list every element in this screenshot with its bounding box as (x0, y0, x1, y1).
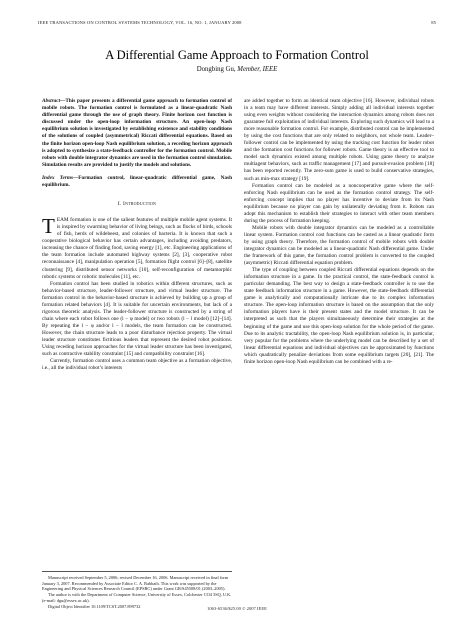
index-terms-lead: Index Terms— (42, 174, 79, 181)
paper-title: A Differential Game Approach to Formation Control (105, 48, 369, 62)
abstract (42, 98, 232, 169)
index-terms-text: Formation control, linear-quadratic differential game, Nash equilibrium. (42, 174, 232, 189)
right-column (244, 98, 434, 366)
abstract-lead: Abstract— (42, 98, 66, 104)
author-name: Dongbing Gu, (196, 66, 236, 73)
right-paragraph-1: are added together to form an identical team objective [16]. However, individual robots in a team may have different interests. Simply adding all individual interests together using even weights without considering the interaction dynamics among robots does not guarantee full exploitation of individual interests. Exploring such dynamics will lead to a more reasonable formation control. For example, distributed control can be implemented by using the cost functions that are only related to neighbors, not whole team. Leader–follower control can be implemented by using the tracking cost function for leader robot and the formation cost functions for follower robots. Game theory is an effective tool to model such dynamics existed among multiple robots. Using game theory to analyze multiagent behaviors, such as traffic management [17] and pursuit-evasion problem [18] has been reported recently. The zero-sum game is used to build conservative strategies, such as min-max strategy [19]. (244, 98, 434, 182)
right-paragraph-2: Formation control can be modeled as a noncooperative game where the self-enforcing Nash equilibrium can be used as the formation control strategy. The self-enforcing concept implies that no player has incentive to deviate from its Nash equilibrium because no player can gain by unilaterally deviating from it. Robots can adopt this mechanism to establish their strategies to interact with other team members during the process of formation keeping. (244, 182, 434, 224)
footnote-doi: Digital Object Identifier 10.1109/TCST.2007.899732 (48, 603, 141, 609)
intro-paragraph-2: Formation control has been studied in robotics within different structures, such as behavior-based structure, leader-follower structure, and virtual leader structure. The formation control in the behavior-based structure is achieved by building up a group of formation related behaviors [4]. It is suitable for uncertain environments, but lack of a rigorous theoretic analysis. The leader-follower structure is constructed by a string of chain where each robot follows one (l − φ model) or two robots (l − l model) [12]–[14]. By repeating the l − φ and/or l − l models, the team formation can be constructed. However, the chain structure leads to a poor disturbance rejection property. The virtual leader structure constitutes fictitious leaders that represent the desired robot positions. Using receding horizon approaches for the virtual leader structure has been investigated, such as contractive stability constraint [15] and compatibility constraint [16]. (42, 280, 232, 358)
intro-paragraph-3: Currently, formation control uses a common team objective as a formation objective, i.e., all the individual robot’s interests (42, 358, 232, 372)
running-header (38, 20, 436, 30)
journal-name: IEEE TRANSACTIONS ON CONTROL SYSTEMS TECHNOLOGY, VOL. 16, NO. 1, JANUARY 2008 (38, 20, 242, 25)
copyright-line: 1063-6536/$25.00 © 2007 IEEE (207, 606, 267, 611)
footnote (42, 571, 232, 609)
right-paragraph-3: Mobile robots with double integrator dynamics can be modeled as a controllable linear system. Formation control cost functions can be casted as a linear quadratic form by using graph theory. Therefore, the formation control of mobile robots with double integrator dynamics can be modeled as a linear-quadratic Nash differential game. Under the framework of this game, the formation control problem is converted to the coupled (asymmetric) Riccati differential equation problem. (244, 224, 434, 267)
footnote-manuscript: Manuscript received September 5, 2006; revised December 16, 2006. Manuscript received in final form January 3, 2007. Recommended by Associate Editor C. A. Rabbath. This work was supported by the Engineering and Physical Sciences Research Council (EPSRC) under Grant GR/S45508/01 (2003–2005). (42, 575, 229, 592)
abstract-text: This paper presents a differential game approach to formation control of mobile robots. The formation control is formulated as a linear-quadratic Nash differential game through the use of graph theory. Finite horizon cost function is discussed under the open-loop information structure. An open-loop Nash equilibrium solution is investigated by establishing existence and stability conditions of the solutions of coupled (asymmetrical) Riccati differential equations. Based on the finite horizon open-loop Nash equilibrium solution, a receding horizon approach is adopted to synthesize a state-feedback controller for the formation control. Mobile robots with double integrator dynamics are used in the formation control simulation. Simulation results are provided to justify the models and solutions. (42, 98, 232, 168)
section-heading: I. Introduction (117, 201, 157, 208)
intro-paragraph-1-text: EAM formation is one of the salient features of multiple mobile agent systems. It is inspired by swarming behavior of living beings, such as flocks of birds, schools of fish, herds of wildebeest, and colonies of bacteria. It is known that such a cooperative biological behavior has certain advantages, including avoiding predators, increasing the chance of finding food, saving energy [1], etc. Engineering applications of the team formation include automated highway systems [2], [3], cooperative robot reconnaissance [4], manipulation operation [5], formation flight control [6]–[8], satellite clustering [9], distributed sensor networks [10], self-reconfiguration of metamorphic robotic systems or robotic molecules [11], etc. (42, 217, 232, 280)
page-number: 85 (431, 20, 436, 25)
drop-cap: T (42, 214, 55, 239)
footnote-affiliation: The author is with the Department of Computer Science, University of Essex, Colchester CO4 3SQ, U.K. (e-mail: dgu@essex.ac.uk). (42, 592, 232, 603)
right-paragraph-4: The type of coupling between coupled Riccati differential equations depends on the information structure in a game. In the practical control, the state-feedback control is particular demanding. The best way to design a state-feedback controller is to use the state feedback information structure in a game. However, the state-feedback differential game is analytically and computationally intricate due to its complex information structure. The open-loop information structure is based on the assumption that the only information players have is their present states and the model structure. It can be interpreted as such that the players simultaneously determine their strategies at the beginning of the game and use this open-loop solution for the whole period of the game. Due to its analytic tractability, the open-loop Nash equilibrium solution is, in particular, very popular for the problems where the underlying model can be described by a set of linear differential equations and individual objectives can be approximated by functions which quadratically penalize deviations from some equilibrium targets [20], [21]. The finite horizon open-loop Nash equilibrium can be combined with a re- (244, 267, 434, 365)
intro-paragraph-1 (42, 214, 232, 280)
author-line (0, 66, 474, 73)
left-column (42, 98, 232, 372)
index-terms (42, 175, 232, 189)
author-membership: Member, IEEE (237, 66, 278, 73)
